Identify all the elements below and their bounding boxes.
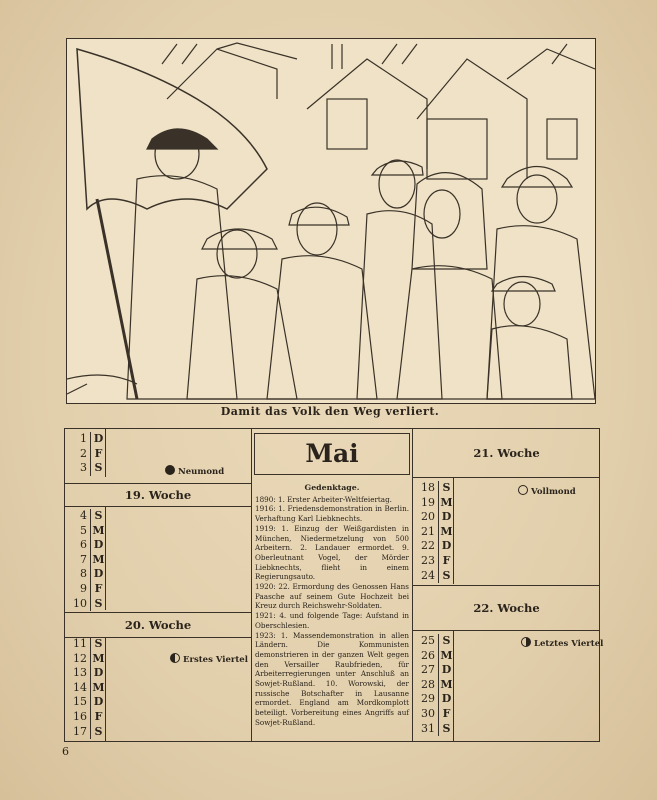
moon-phase-full: Vollmond [518,485,576,497]
weekday-letter: S [90,637,106,652]
day-row [413,678,454,693]
weekday-letter: D [438,692,454,707]
gedenktag-entry: 1920: 22. Ermordung des Genossen Hans Paasche auf seinem Gute Hochzeit bei Kreuz durch Reichswehr-Soldaten. [255,582,409,611]
calendar-table [64,428,604,742]
day-row [413,539,454,554]
woodcut-illustration [66,38,596,404]
day-number: 26 [421,648,435,662]
day-row [65,637,106,652]
weekday-letter: D [90,567,106,582]
day-number: 24 [421,568,435,582]
day-number: 6 [80,538,87,552]
day-number: 15 [73,695,87,709]
weekday-letter: M [438,649,454,664]
day-row [65,681,106,696]
last-quarter-moon-icon [521,637,531,647]
day-row [65,567,106,582]
day-row [413,510,454,525]
moon-phase-last-quarter: Letztes Viertel [521,637,603,649]
weekday-letter: D [438,510,454,525]
day-number: 11 [73,637,87,650]
weekday-letter: D [438,663,454,678]
day-number: 12 [73,651,87,665]
day-number: 27 [421,663,435,677]
weekday-letter: S [438,569,454,584]
day-number: 8 [80,567,87,581]
day-row [413,707,454,722]
gedenktag-entry: 1919: 1. Einzug der Weißgardisten in München, Niedermetzelung von 500 Arbeitern. 2. Landauer ermordet. 9. Oberleutnant Vogel, der Mörder Liebknechts, flieht in einem Regierungsauto. [255,523,409,582]
left-column [65,429,252,741]
month-title: Mai [254,433,410,475]
middle-column [252,429,412,741]
day-number: 23 [421,553,435,567]
day-number: 25 [421,634,435,647]
first-quarter-moon-icon [170,653,180,663]
day-number: 29 [421,692,435,706]
week-19-header: 19. Woche [65,483,251,507]
day-row [65,710,106,725]
day-number: 13 [73,666,87,680]
week-20-header: 20. Woche [65,612,251,638]
day-number: 3 [80,461,87,475]
weekday-letter: F [90,582,106,597]
weekday-letter: S [438,634,454,649]
weekday-letter: S [438,722,454,737]
day-row [413,663,454,678]
weekday-letter: S [90,461,106,476]
gedenktag-entry: 1916: 1. Friedensdemonstration in Berlin. Verhaftung Karl Liebknechts. [255,504,409,524]
day-number: 1 [80,432,87,445]
day-number: 5 [80,523,87,537]
day-number: 30 [421,706,435,720]
day-row [413,569,454,584]
days-11-17 [65,637,106,739]
day-number: 22 [421,539,435,553]
weekday-letter: D [90,695,106,710]
weekday-letter: M [438,678,454,693]
weekday-letter: S [90,725,106,740]
new-moon-icon [165,465,175,475]
divider [105,429,106,477]
day-number: 9 [80,581,87,595]
day-row [65,553,106,568]
day-row [65,432,106,447]
gedenktage [255,483,409,728]
gedenktage-title: Gedenktage. [304,483,360,492]
day-number: 4 [80,509,87,522]
moon-phase-first-quarter: Erstes Viertel [170,653,248,665]
weekday-letter: M [90,652,106,667]
day-number: 21 [421,524,435,538]
crowd-march-drawing [67,39,595,403]
weekday-letter: M [90,681,106,696]
day-number: 18 [421,481,435,494]
weekday-letter: M [438,525,454,540]
divider [105,637,106,741]
weekday-letter: F [90,710,106,725]
day-number: 7 [80,552,87,566]
days-18-24 [413,481,454,583]
day-row [65,538,106,553]
illustration-caption: Damit das Volk den Weg verliert. [220,405,440,418]
page-number: 6 [62,745,69,758]
weekday-letter: M [90,524,106,539]
weekday-letter: D [438,539,454,554]
days-4-10 [65,509,106,611]
day-number: 16 [73,709,87,723]
day-number: 2 [80,446,87,460]
day-row [413,634,454,649]
day-row [65,597,106,612]
day-row [413,649,454,664]
day-row [413,496,454,511]
moon-phase-new: Neumond [165,465,224,477]
day-row [65,447,106,462]
day-row [65,695,106,710]
day-row [413,692,454,707]
day-row [65,582,106,597]
weekday-letter: D [90,538,106,553]
gedenktag-entry: 1923: 1. Massendemonstration in allen Ländern. Die Kommunisten demonstrieren in der ganzen Welt gegen den Versailler Raubfrieden, für Arbeiterregierungen unter Anschluß an Sowjet-Rußland. 10. Worowski, der russische Botschafter in Lausanne ermordet. England am Mordkomplott beteiligt. Vorbereitung eines Angriffs auf Sowjet-Rußland. [255,630,409,727]
day-row [413,525,454,540]
gedenktag-entry: 1890: 1. Erster Arbeiter-Weltfeiertag. [255,494,392,504]
day-number: 19 [421,495,435,509]
day-number: 14 [73,680,87,694]
day-row [65,461,106,476]
day-number: 31 [421,721,435,735]
day-number: 28 [421,677,435,691]
divider [453,478,454,584]
weekday-letter: S [90,597,106,612]
divider [105,506,106,610]
week-21-header: 21. Woche [413,429,600,478]
day-row [65,652,106,667]
day-row [413,722,454,737]
divider [453,630,454,741]
day-number: 20 [421,510,435,524]
gedenktag-entry: 1921: 4. und folgende Tage: Aufstand in Oberschlesien. [255,611,409,630]
weekday-letter: M [438,496,454,511]
weekday-letter: F [438,707,454,722]
days-25-31 [413,634,454,736]
day-number: 17 [73,724,87,738]
day-row [65,524,106,539]
day-row [65,666,106,681]
day-row [413,554,454,569]
weekday-letter: D [90,666,106,681]
weekday-letter: D [90,432,106,447]
right-column [412,429,604,741]
week-22-header: 22. Woche [413,585,600,631]
weekday-letter: S [90,509,106,524]
weekday-letter: M [90,553,106,568]
full-moon-icon [518,485,528,495]
days-1-3 [65,432,106,476]
day-row [413,481,454,496]
day-row [65,725,106,740]
weekday-letter: F [90,447,106,462]
weekday-letter: S [438,481,454,496]
day-number: 10 [73,596,87,610]
weekday-letter: F [438,554,454,569]
day-row [65,509,106,524]
